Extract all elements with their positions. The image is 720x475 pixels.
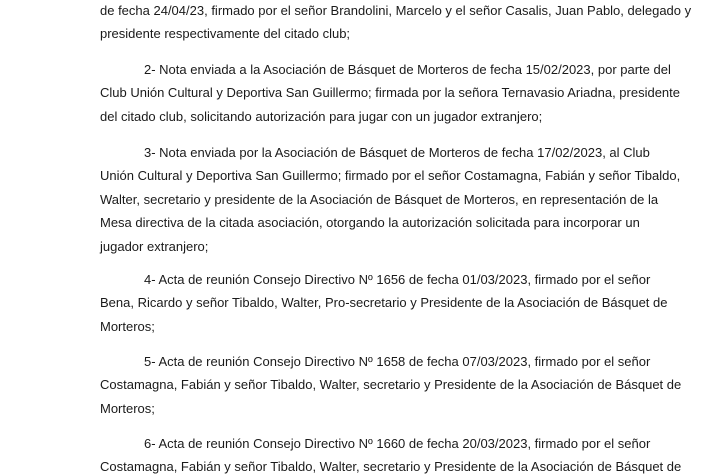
- text-line: Costamagna, Fabián y señor Tibaldo, Walter, secretario y Presidente de la Asociación de Básquet de: [100, 377, 682, 393]
- text-line: Club Unión Cultural y Deportiva San Guillermo; firmada por la señora Ternavasio Ariadna, presidente: [100, 85, 681, 101]
- text-line: de fecha 24/04/23, firmado por el señor Brandolini, Marcelo y el señor Casalis, Juan Pablo, delegado y: [100, 3, 692, 18]
- text-line: Unión Cultural y Deportiva San Guillermo; firmado por el señor Costamagna, Fabián y señor Tibaldo,: [100, 168, 681, 184]
- text-line: jugador extranjero;: [100, 238, 209, 254]
- text-line: Mesa directiva de la citada asociación, otorgando la autorización solicitada para incorporar un: [100, 215, 640, 231]
- text-line: Costamagna, Fabián y señor Tibaldo, Walter, secretario y Presidente de la Asociación de Básquet de: [100, 459, 682, 475]
- text-line: Morteros;: [100, 318, 155, 334]
- text-line: 6- Acta de reunión Consejo Directivo Nº 1660 de fecha 20/03/2023, firmado por el señor: [144, 436, 651, 451]
- text-line: Bena, Ricardo y señor Tibaldo, Walter, Pro-secretario y Presidente de la Asociación de Básquet de: [100, 295, 668, 311]
- paragraph-continuation: [100, 0, 692, 46]
- text-line: Walter, secretario y presidente de la Asociación de Básquet de Morteros, en representación de la: [100, 191, 659, 207]
- text-line: 4- Acta de reunión Consejo Directivo Nº 1656 de fecha 01/03/2023, firmado por el señor: [144, 272, 651, 287]
- text-line: Morteros;: [100, 400, 155, 416]
- text-line: presidente respectivamente del citado club;: [100, 26, 351, 42]
- text-line: 2- Nota enviada a la Asociación de Básquet de Morteros de fecha 15/02/2023, por parte del: [144, 62, 671, 77]
- paragraph-item-4: [100, 268, 668, 338]
- text-line: 3- Nota enviada por la Asociación de Básquet de Morteros de fecha 17/02/2023, al Club: [144, 145, 650, 160]
- paragraph-item-5: [100, 350, 682, 420]
- paragraph-item-2: [100, 58, 681, 128]
- text-line: del citado club, solicitando autorización para jugar con un jugador extranjero;: [100, 108, 543, 124]
- paragraph-item-3: [100, 141, 681, 258]
- text-line: 5- Acta de reunión Consejo Directivo Nº 1658 de fecha 07/03/2023, firmado por el señor: [144, 354, 651, 369]
- paragraph-item-6: [100, 432, 682, 475]
